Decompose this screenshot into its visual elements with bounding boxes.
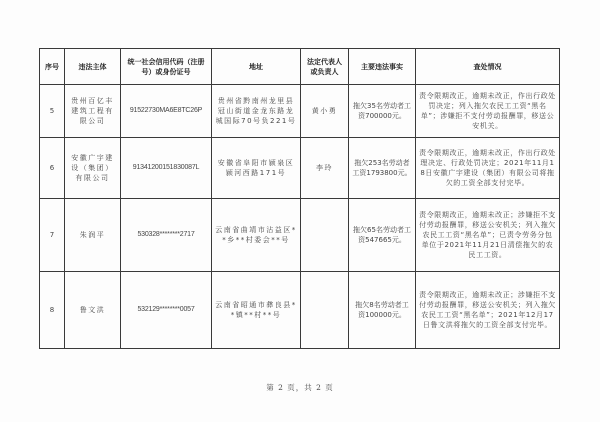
- cell-seq: 7: [40, 199, 65, 272]
- cell-code: 91522730MA6E8TC26P: [121, 85, 212, 138]
- cell-subject: 鲁文洪: [65, 272, 121, 349]
- cell-violation: 拖欠65名劳动者工资547665元。: [349, 199, 416, 272]
- cell-subject: 安徽广宇建设（集团）有限公司: [65, 138, 121, 199]
- cell-seq: 6: [40, 138, 65, 199]
- header-subject: 违法主体: [65, 49, 121, 85]
- page-number-footer: 第 2 页，共 2 页: [266, 383, 334, 392]
- cell-address: 安徽省阜阳市颍泉区颍河西路171号: [212, 138, 301, 199]
- cell-handling: 责令限期改正，逾期未改正；涉嫌拒不支付劳动报酬罪，移送公安机关；列入拖欠农民工工资“黑名单”；已责令劳务分包单位于2021年11月21日清偿拖欠的农民工工资。: [416, 199, 560, 272]
- header-code: 统一社会信用代码（注册号）或身份证号: [121, 49, 212, 85]
- header-handling: 查处情况: [416, 49, 560, 85]
- header-representative: 法定代表人或负责人: [301, 49, 349, 85]
- cell-representative: [301, 199, 349, 272]
- cell-address: 云南省昭通市彝良县**镇**村**号: [212, 272, 301, 349]
- table-row: [40, 199, 560, 272]
- cell-violation: 拖欠8名劳动者工资100000元。: [349, 272, 416, 349]
- header-violation: 主要违法事实: [349, 49, 416, 85]
- table-row: [40, 85, 560, 138]
- cell-handling: 责令限期改正，逾期未改正，作出行政处理决定、行政处罚决定；2021年11月18日安徽广宇建设（集团）有限公司将拖欠的工资全部支付完毕。: [416, 138, 560, 199]
- cell-violation: 拖欠253名劳动者工资1793800元。: [349, 138, 416, 199]
- cell-code: 530328********2717: [121, 199, 212, 272]
- table-row: [40, 272, 560, 349]
- table-row: [40, 138, 560, 199]
- cell-code: 532129********0057: [121, 272, 212, 349]
- violation-table: [39, 48, 560, 349]
- cell-violation: 拖欠35名劳动者工资700000元。: [349, 85, 416, 138]
- cell-representative: [301, 272, 349, 349]
- cell-subject: 朱润平: [65, 199, 121, 272]
- cell-representative: 李玲: [301, 138, 349, 199]
- cell-code: 91341200151830087L: [121, 138, 212, 199]
- cell-address: 云南省曲靖市沾益区**乡**村委会**号: [212, 199, 301, 272]
- cell-handling: 责令限期改正，逾期未改正，作出行政处罚决定；列入拖欠农民工工资“黑名单”；涉嫌拒不支付劳动报酬罪，移送公安机关。: [416, 85, 560, 138]
- cell-representative: 黄小勇: [301, 85, 349, 138]
- cell-address: 贵州省黔南州龙里县冠山街道金龙东路龙城国际70号负221号: [212, 85, 301, 138]
- cell-subject: 贵州百亿丰建筑工程有限公司: [65, 85, 121, 138]
- table-header-row: [40, 49, 560, 85]
- cell-seq: 5: [40, 85, 65, 138]
- header-seq: 序号: [40, 49, 65, 85]
- header-address: 地址: [212, 49, 301, 85]
- cell-handling: 责令限期改正，逾期未改正；涉嫌拒不支付劳动报酬罪，移送公安机关；列入拖欠农民工工资“黑名单”；2021年12月17日鲁文洪将拖欠的工资全部支付完毕。: [416, 272, 560, 349]
- cell-seq: 8: [40, 272, 65, 349]
